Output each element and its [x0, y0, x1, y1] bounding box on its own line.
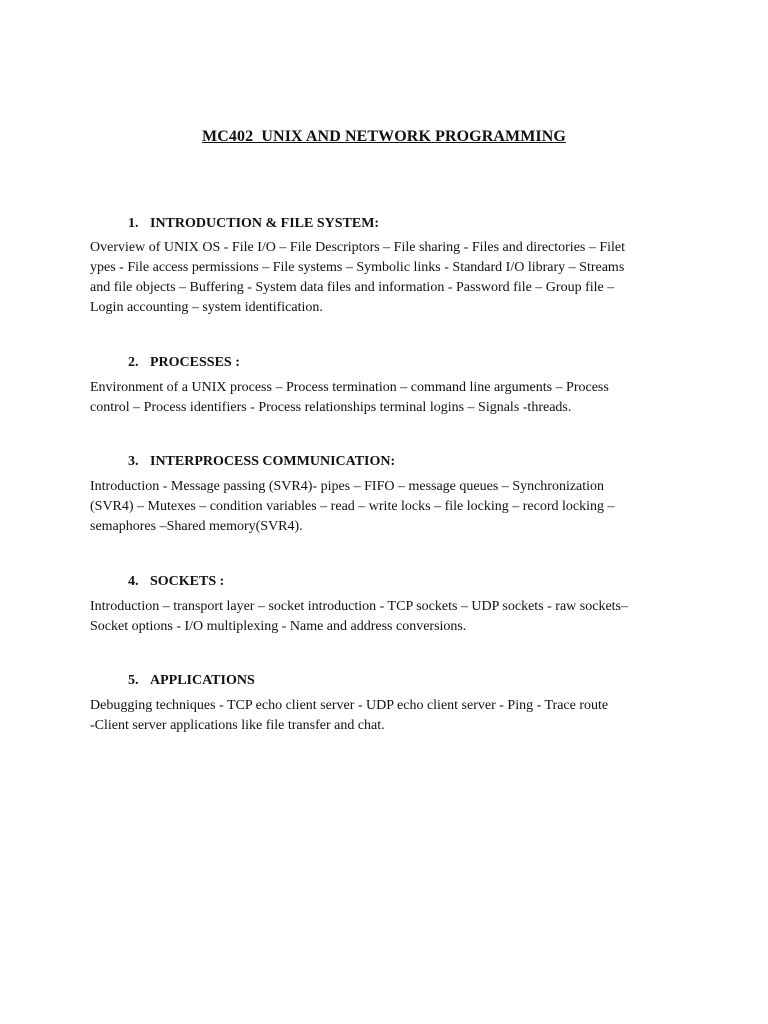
body-line: Login accounting – system identification. [90, 300, 323, 315]
section-body-sockets [90, 597, 650, 637]
section-number: 3. [128, 454, 139, 469]
section-title: INTERPROCESS COMMUNICATION: [150, 454, 396, 469]
section-title: INTRODUCTION & FILE SYSTEM: [150, 216, 380, 231]
section-title: PROCESSES : [150, 355, 240, 370]
section-body-interprocess-communication [90, 477, 650, 537]
section-body-processes [90, 378, 650, 418]
body-line: Environment of a UNIX process – Process termination – command line arguments – Process [90, 380, 609, 395]
section-number: 5. [128, 673, 139, 688]
section-number: 4. [128, 574, 139, 589]
body-line: ypes - File access permissions – File systems – Symbolic links - Standard I/O library – Streams [90, 260, 625, 275]
body-line: Introduction - Message passing (SVR4)- pipes – FIFO – message queues – Synchronization [90, 479, 605, 494]
section-title: APPLICATIONS [150, 673, 255, 688]
section-title: SOCKETS : [150, 574, 225, 589]
section-number: 1. [128, 216, 139, 231]
section-body-applications [90, 696, 650, 736]
section-number: 2. [128, 355, 139, 370]
body-line: Socket options - I/O multiplexing - Name and address conversions. [90, 619, 467, 634]
body-line: Overview of UNIX OS - File I/O – File Descriptors – File sharing - Files and directories – Filet [90, 240, 626, 255]
document-title: MC402 UNIX AND NETWORK PROGRAMMING [202, 128, 566, 145]
body-line: (SVR4) – Mutexes – condition variables – read – write locks – file locking – record locking – [90, 499, 615, 514]
section-body-introduction [90, 238, 650, 318]
body-line: -Client server applications like file transfer and chat. [90, 718, 385, 733]
body-line: and file objects – Buffering - System data files and information - Password file – Group file – [90, 280, 615, 295]
body-line: control – Process identifiers - Process relationships terminal logins – Signals -threads. [90, 400, 572, 415]
body-line: Debugging techniques - TCP echo client server - UDP echo client server - Ping - Trace route [90, 698, 609, 713]
body-line: Introduction – transport layer – socket introduction - TCP sockets – UDP sockets - raw sockets– [90, 599, 628, 614]
body-line: semaphores –Shared memory(SVR4). [90, 519, 303, 534]
